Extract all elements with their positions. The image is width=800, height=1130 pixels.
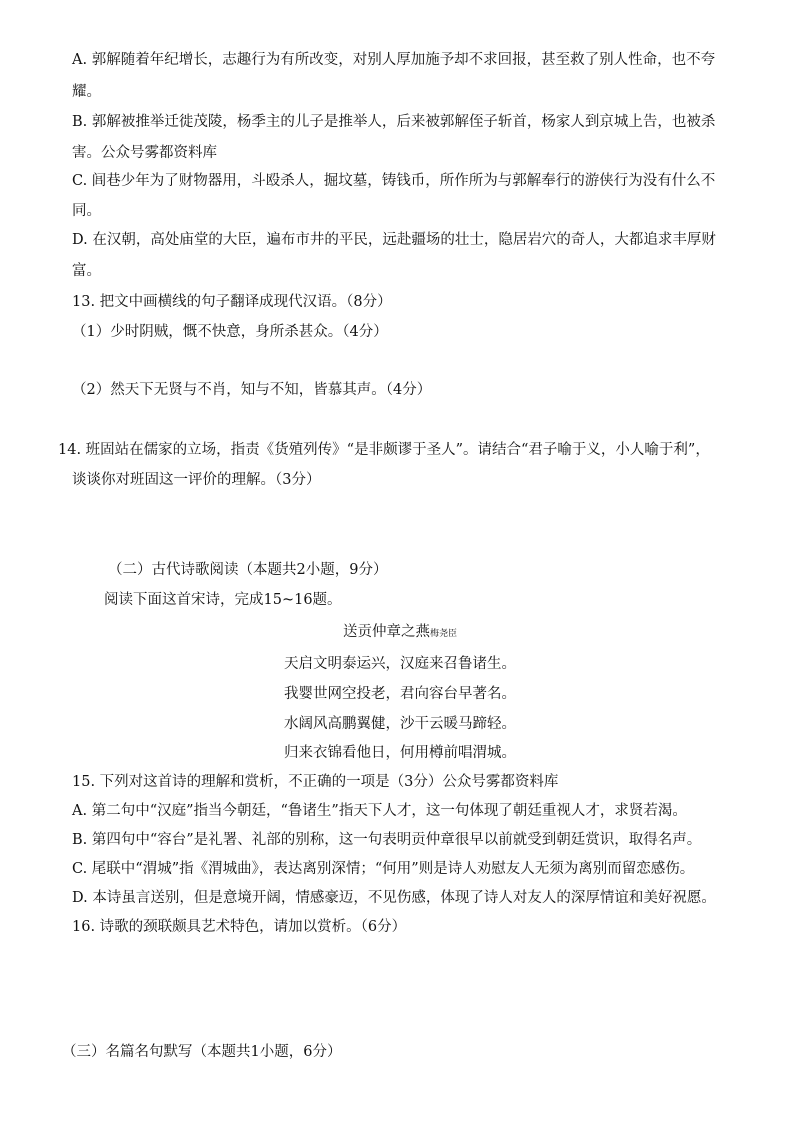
q15-option-a: A. 第二句中“汉庭”指当今朝廷，“鲁诸生”指天下人才，这一句体现了朝廷重视人才，求贤若渴。	[72, 803, 687, 819]
option-c-line-1: C. 闾巷少年为了财物器用，斗殴杀人，掘坟墓，铸钱币，所作所为与郭解奉行的游侠行为没有什么不	[72, 173, 716, 189]
option-a-line-1: A. 郭解随着年纪增长，志趣行为有所改变，对别人厚加施予却不求回报，甚至救了别人性命，也不夸	[72, 52, 716, 68]
option-d-line-1: D. 在汉朝，高处庙堂的大臣，遍布市井的平民，远赴疆场的壮士，隐居岩穴的奇人，大都追求丰厚财	[72, 232, 716, 248]
q13-stem: 13. 把文中画横线的句子翻译成现代汉语。（8分）	[72, 294, 392, 310]
poem-title-text: 送贡仲章之燕	[343, 624, 430, 640]
q15-option-c: C. 尾联中“渭城”指《渭城曲》，表达离别深情；“何用”则是诗人劝慰友人无须为离别而留恋感伤。	[72, 861, 695, 877]
poem-line-4: 归来衣锦看他日，何用樽前唱渭城。	[284, 745, 516, 761]
q15-stem: 15. 下列对这首诗的理解和赏析，不正确的一项是（3分）公众号雾都资料库	[72, 774, 559, 790]
option-c-line-2: 同。	[72, 203, 101, 219]
poem-author: 梅尧臣	[430, 629, 458, 639]
q13-sentence-2: （2）然天下无贤与不肖，知与不知，皆慕其声。（4分）	[72, 382, 432, 398]
option-b-line-2: 害。公众号雾都资料库	[72, 145, 217, 161]
option-d-line-2: 富。	[72, 263, 101, 279]
q13-sentence-1: （1）少时阴贼，慨不快意，身所杀甚众。（4分）	[72, 324, 388, 340]
section-2-heading: （二）古代诗歌阅读（本题共2小题，9分）	[108, 562, 388, 578]
poem-line-3: 水阔风高鹏翼健，沙干云暖马蹄轻。	[284, 716, 516, 732]
q14-line-1: 14. 班固站在儒家的立场，指责《货殖列传》“是非颇谬于圣人”。请结合“君子喻于义，小人喻于利”，	[58, 442, 710, 458]
q15-option-d: D. 本诗虽言送别，但是意境开阔，情感豪迈，不见伤感，体现了诗人对友人的深厚情谊和美好祝愿。	[72, 890, 716, 906]
option-a-line-2: 耀。	[72, 84, 101, 100]
section-3-heading: （三）名篇名句默写（本题共1小题，6分）	[62, 1044, 342, 1060]
q15-option-b: B. 第四句中“容台”是礼署、礼部的别称，这一句表明贡仲章很早以前就受到朝廷赏识，取得名声。	[72, 832, 702, 848]
poem-line-1: 天启文明泰运兴，汉庭来召鲁诸生。	[284, 656, 516, 672]
poem-title	[343, 622, 457, 644]
section-2-instruction: 阅读下面这首宋诗，完成15~16题。	[104, 592, 342, 608]
q14-line-2: 谈谈你对班固这一评价的理解。（3分）	[72, 472, 321, 488]
q16-stem: 16. 诗歌的颈联颇具艺术特色，请加以赏析。（6分）	[72, 919, 407, 935]
poem-line-2: 我婴世网空投老，君向容台早著名。	[284, 686, 516, 702]
option-b-line-1: B. 郭解被推举迁徙茂陵，杨季主的儿子是推举人，后来被郭解侄子斩首，杨家人到京城上告，也被杀	[72, 114, 716, 130]
